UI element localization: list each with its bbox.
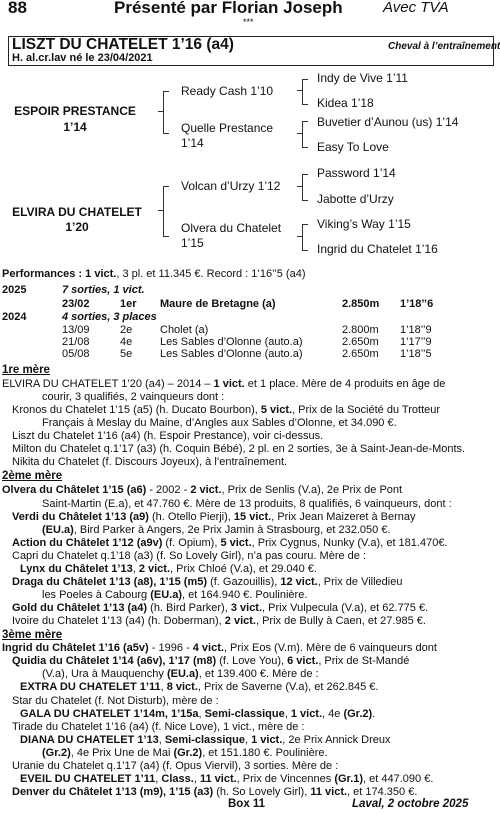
second-dam-line: Ivoire du Chatelet 1’13 (a4) (h. Doberman), 2 vict., Prix de Bully à Caen, et 27.985 €.: [12, 615, 426, 628]
second-dam-line: Saint-Martin (E.a), et 47.760 €. Mère de 13 produits, 8 qualifiés, 6 vainqueurs, dont :: [42, 497, 452, 510]
great-grandparent-8: Ingrid du Chatelet 1’16: [317, 242, 438, 256]
third-dam-line: Uranie du Chatelet q.1’17 (a4) (f. Opus Viervil), 3 sorties. Mère de :: [12, 759, 339, 772]
third-dam-line: (V.a), Ura à Mauquenchy (EU.a), et 139.400 €. Mère de :: [42, 668, 319, 681]
granddam-2-record: 1’15: [181, 236, 204, 250]
first-dam-line: Kronos du Chatelet 1’15 (a5) (h. Ducato Bourbon), 5 vict., Prix de la Société du Trotteur: [12, 404, 441, 417]
horse-status: Cheval à l’entraînement: [388, 41, 500, 52]
bracket-gs1: [302, 79, 308, 105]
third-dam-line: DIANA DU CHATELET 1’13, Semi-classique, 1 vict., 2e Prix Annick Dreux: [20, 733, 391, 746]
horse-info: H. al.cr.lav né le 23/04/2021: [12, 52, 153, 64]
third-dam-line: EVEIL DU CHATELET 1’11, Class., 11 vict., Prix de Vincennes (Gr.1), et 447.090 €.: [20, 772, 434, 785]
section-second-dam: 2ème mère: [2, 470, 63, 483]
great-grandparent-4: Easy To Love: [317, 140, 389, 154]
first-dam-line: Nikita du Chatelet (f. Discours Joyeux), à l’entraînement.: [12, 456, 288, 469]
granddam-1-record: 1’14: [181, 136, 204, 150]
lot-number: 88: [8, 0, 27, 17]
second-dam-line: Gold du Châtelet 1’13 (a4) (h. Bird Parker), 3 vict., Prix Vulpecula (V.a), et 62.775 €.: [12, 602, 429, 615]
third-dam-line: Ingrid du Châtelet 1’16 (a5v) - 1996 - 4 vict., Prix Eos (V.m). Mère de 6 vainqueurs dont: [2, 642, 437, 655]
granddam-1: Quelle Prestance: [181, 121, 274, 135]
great-grandparent-3: Buvetier d’Aunou (us) 1’14: [317, 115, 459, 129]
first-dam-line: Liszt du Chatelet 1’16 (a4) (h. Espoir Prestance), voir ci-dessus.: [12, 430, 324, 443]
section-first-dam: 1re mère: [2, 364, 50, 376]
second-dam-line: Verdi du Châtelet 1’13 (a9) (h. Otello Pierji), 15 vict., Prix Jean Maizeret à Bernay: [12, 510, 416, 523]
presenter-title: Présenté par Florian Joseph: [114, 0, 343, 17]
third-dam-line: Tirade du Chatelet 1’16 (a4) (f. Nice Love), 1 vict., mère de :: [12, 720, 305, 733]
second-dam-line: (EU.a), Bird Parker à Angers, 2e Prix Jamin à Strasbourg, et 232.050 €.: [42, 523, 391, 536]
year-2025: 2025: [2, 284, 27, 296]
great-grandparent-6: Jabotte d’Urzy: [317, 192, 394, 206]
first-dam-line: Milton du Chatelet q.1’17 (a3) (h. Coquin Bébé), 2 pl. en 2 sorties, 3e à Saint-Jean-de-Monts.: [12, 443, 466, 456]
box-number: Box 11: [228, 798, 266, 810]
bracket-gs4: [302, 224, 308, 251]
third-dam-line: Quidia du Châtelet 1’14 (a6v), 1’17 (m8) (f. Love You), 6 vict., Prix de St-Mandé: [12, 655, 410, 668]
third-dam-line: Denver du Châtelet 1’13 (m9), 1’15 (a3) (h. So Lovely Girl), 11 vict., et 174.350 €.: [12, 786, 418, 798]
great-grandparent-2: Kidea 1’18: [317, 96, 374, 110]
year-2025-summary: 7 sorties, 1 vict.: [62, 284, 145, 296]
first-dam-line: courir, 3 qualifiés, 2 vainqueurs dont :: [42, 391, 225, 404]
second-dam-line: Capri du Chatelet q.1’18 (a3) (f. So Lovely Girl), n’a pas couru. Mère de :: [12, 549, 367, 562]
dam-record: 1’20: [65, 220, 89, 234]
second-dam-line: Draga du Châtelet 1’13 (a8), 1’15 (m5) (f. Gazouillis), 12 vict., Prix de Villedieu: [12, 575, 403, 588]
third-dam-line: GALA DU CHATELET 1’14m, 1’15a, Semi-classique, 1 vict., 4e (Gr.2).: [20, 707, 376, 720]
year-2024-summary: 4 sorties, 3 places: [62, 311, 157, 323]
third-dam-line: EXTRA DU CHATELET 1’11, 8 vict., Prix de Saverne (V.a), et 262.845 €.: [20, 681, 379, 694]
second-dam-line: les Poeles à Cabourg (EU.a), et 164.940 €. Poulinière.: [42, 589, 308, 602]
grandsire-1: Ready Cash 1’10: [181, 84, 274, 98]
sire-bracket: [163, 91, 169, 134]
great-grandparent-5: Password 1’14: [317, 166, 396, 180]
bracket-gs2: [302, 121, 308, 148]
bracket-gs3: [302, 174, 308, 201]
second-dam-line: Lynx du Châtelet 1’13, 2 vict., Prix Chloé (V.a), et 29.040 €.: [20, 562, 317, 575]
great-grandparent-7: Viking’s Way 1’15: [317, 217, 411, 231]
section-third-dam: 3ème mère: [2, 629, 63, 642]
location-date: Laval, 2 octobre 2025: [352, 798, 469, 810]
second-dam-line: Action du Châtelet 1’12 (a9v) (f. Opium), 5 vict., Prix Cygnus, Nunky (V.a), et 181.470€.: [12, 536, 448, 549]
grandsire-2: Volcan d’Urzy 1’12: [181, 179, 281, 193]
first-dam-line: ELVIRA DU CHATELET 1’20 (a4) – 2014 – 1 vict. et 1 place. Mère de 4 produits en âge de: [2, 378, 446, 391]
dam-name: ELVIRA DU CHATELET: [12, 205, 142, 219]
header-stars: ***: [243, 17, 254, 27]
granddam-2: Olvera du Chatelet: [181, 221, 282, 235]
dam-bracket: [163, 186, 169, 237]
sire-record: 1’14: [63, 120, 87, 134]
sire-name: ESPOIR PRESTANCE: [14, 104, 136, 118]
third-dam-line: Star du Chatelet (f. Not Disturb), mère de :: [12, 694, 219, 707]
tva-label: Avec TVA: [383, 0, 449, 16]
year-2024: 2024: [2, 311, 27, 323]
performances-summary: Performances : 1 vict., 3 pl. et 11.345 €. Record : 1’16’’5 (a4): [2, 268, 306, 280]
first-dam-line: Français à Meslay du Maine, d’Angles aux Sables d’Olonne, et 34.090 €.: [42, 417, 397, 430]
second-dam-line: Olvera du Châtelet 1’15 (a6) - 2002 - 2 vict., Prix de Senlis (V.a), 2e Prix de Pont: [2, 484, 403, 497]
great-grandparent-1: Indy de Vive 1’11: [317, 71, 408, 85]
horse-name: LISZT DU CHATELET 1’16 (a4): [12, 36, 234, 53]
third-dam-line: (Gr.2), 4e Prix Une de Mai (Gr.2), et 151.180 €. Poulinière.: [42, 746, 328, 759]
